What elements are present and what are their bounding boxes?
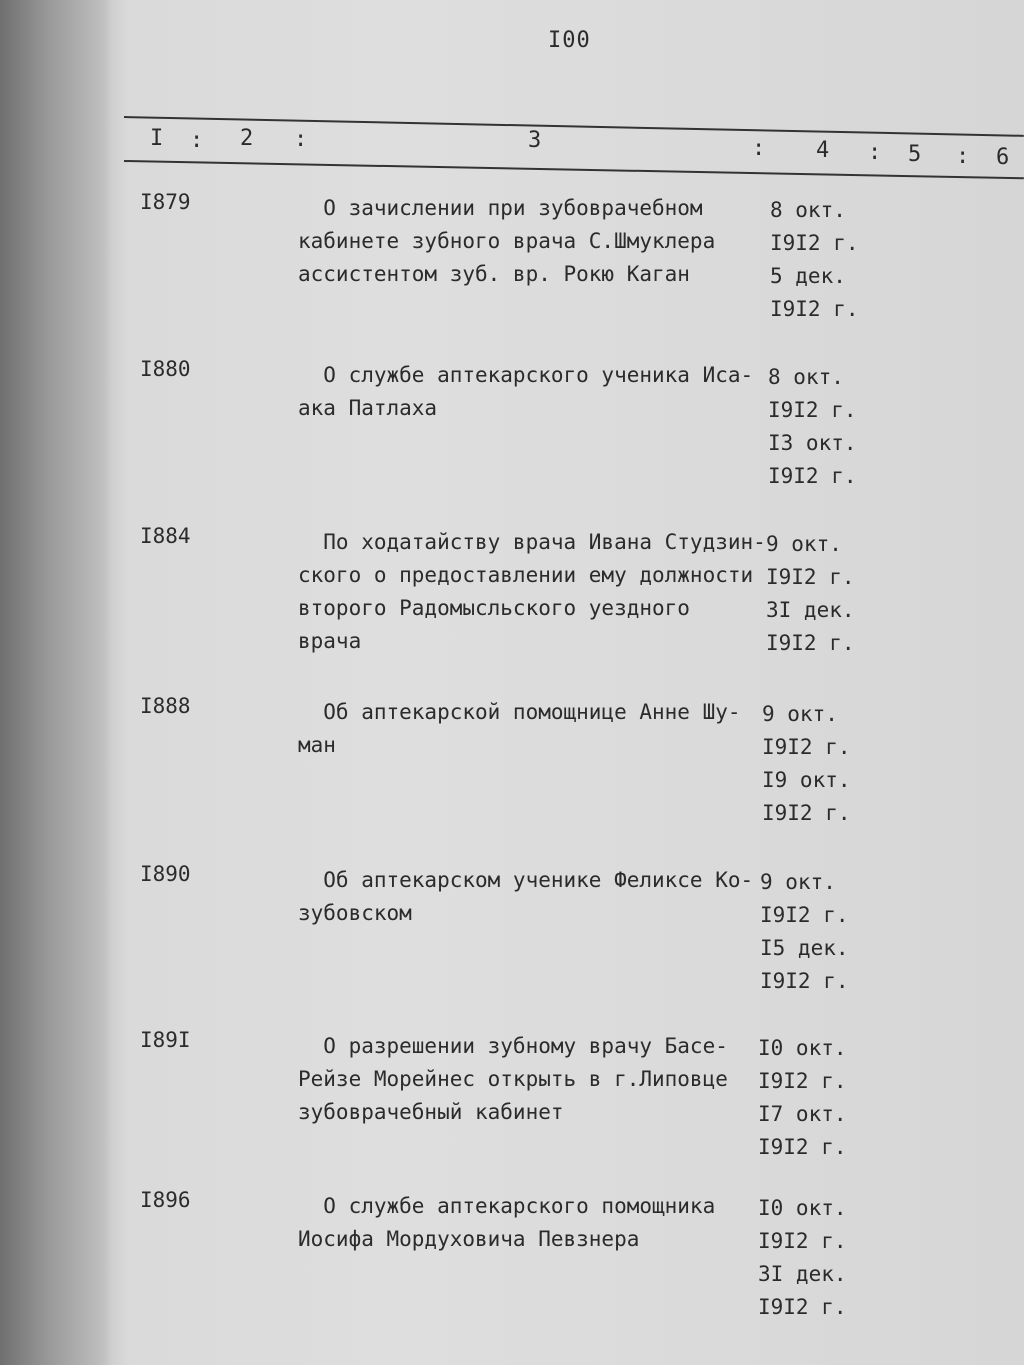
record-description: По ходатайству врача Ивана Студзин- ского о предоставлении ему должности второго Радомысльского уездного врача <box>298 530 766 653</box>
record-dates: I0 окт. I9I2 г. 3I дек. I9I2 г. <box>758 1196 847 1319</box>
record-description: О службе аптекарского помощника Иосифа Мордуховича Певзнера <box>298 1194 716 1251</box>
record-dates: 9 окт. I9I2 г. 3I дек. I9I2 г. <box>766 532 855 655</box>
record-description: О разрешении зубному врачу Басе- Рейзе Морейнес открыть в г.Липовце зубоврачебный кабинет <box>298 1034 728 1124</box>
header-separator: : <box>294 127 308 152</box>
record-description: О зачислении при зубоврачебном кабинете зубного врача С.Шмуклера ассистентом зуб. вр. Рокю Каган <box>298 196 716 286</box>
book-gutter-shadow <box>0 0 112 1365</box>
record-number: I880 <box>140 357 191 381</box>
header-separator: : <box>190 128 204 153</box>
record-description: Об аптекарском ученике Феликсе Ко- зубовском <box>298 868 754 925</box>
record-number: I884 <box>140 524 191 548</box>
record-dates: 8 окт. I9I2 г. 5 дек. I9I2 г. <box>770 198 859 321</box>
record-number: I890 <box>140 862 191 886</box>
record-description: О службе аптекарского ученика Иса- ака Патлаха <box>298 363 754 420</box>
record-dates: 9 окт. I9I2 г. I5 дек. I9I2 г. <box>760 870 849 993</box>
page-number: I00 <box>548 28 591 53</box>
header-col-3: 3 <box>528 128 542 153</box>
header-separator: : <box>956 144 970 169</box>
header-col-1: I <box>150 126 164 151</box>
record-dates: 9 окт. I9I2 г. I9 окт. I9I2 г. <box>762 702 851 825</box>
header-col-4: 4 <box>816 138 830 163</box>
record-number: I879 <box>140 190 191 214</box>
table-header-bottom-rule <box>124 160 1024 179</box>
record-dates: I0 окт. I9I2 г. I7 окт. I9I2 г. <box>758 1036 847 1159</box>
record-description: Об аптекарской помощнице Анне Шу- ман <box>298 700 741 757</box>
table-header-top-rule <box>124 116 1024 137</box>
record-number: I89I <box>140 1028 191 1052</box>
header-col-2: 2 <box>240 126 254 151</box>
record-number: I896 <box>140 1188 191 1212</box>
header-separator: : <box>868 140 882 165</box>
header-col-5: 5 <box>908 142 922 167</box>
record-dates: 8 окт. I9I2 г. I3 окт. I9I2 г. <box>768 365 857 488</box>
header-col-6: 6 <box>996 145 1010 170</box>
header-separator: : <box>752 136 766 161</box>
record-number: I888 <box>140 694 191 718</box>
